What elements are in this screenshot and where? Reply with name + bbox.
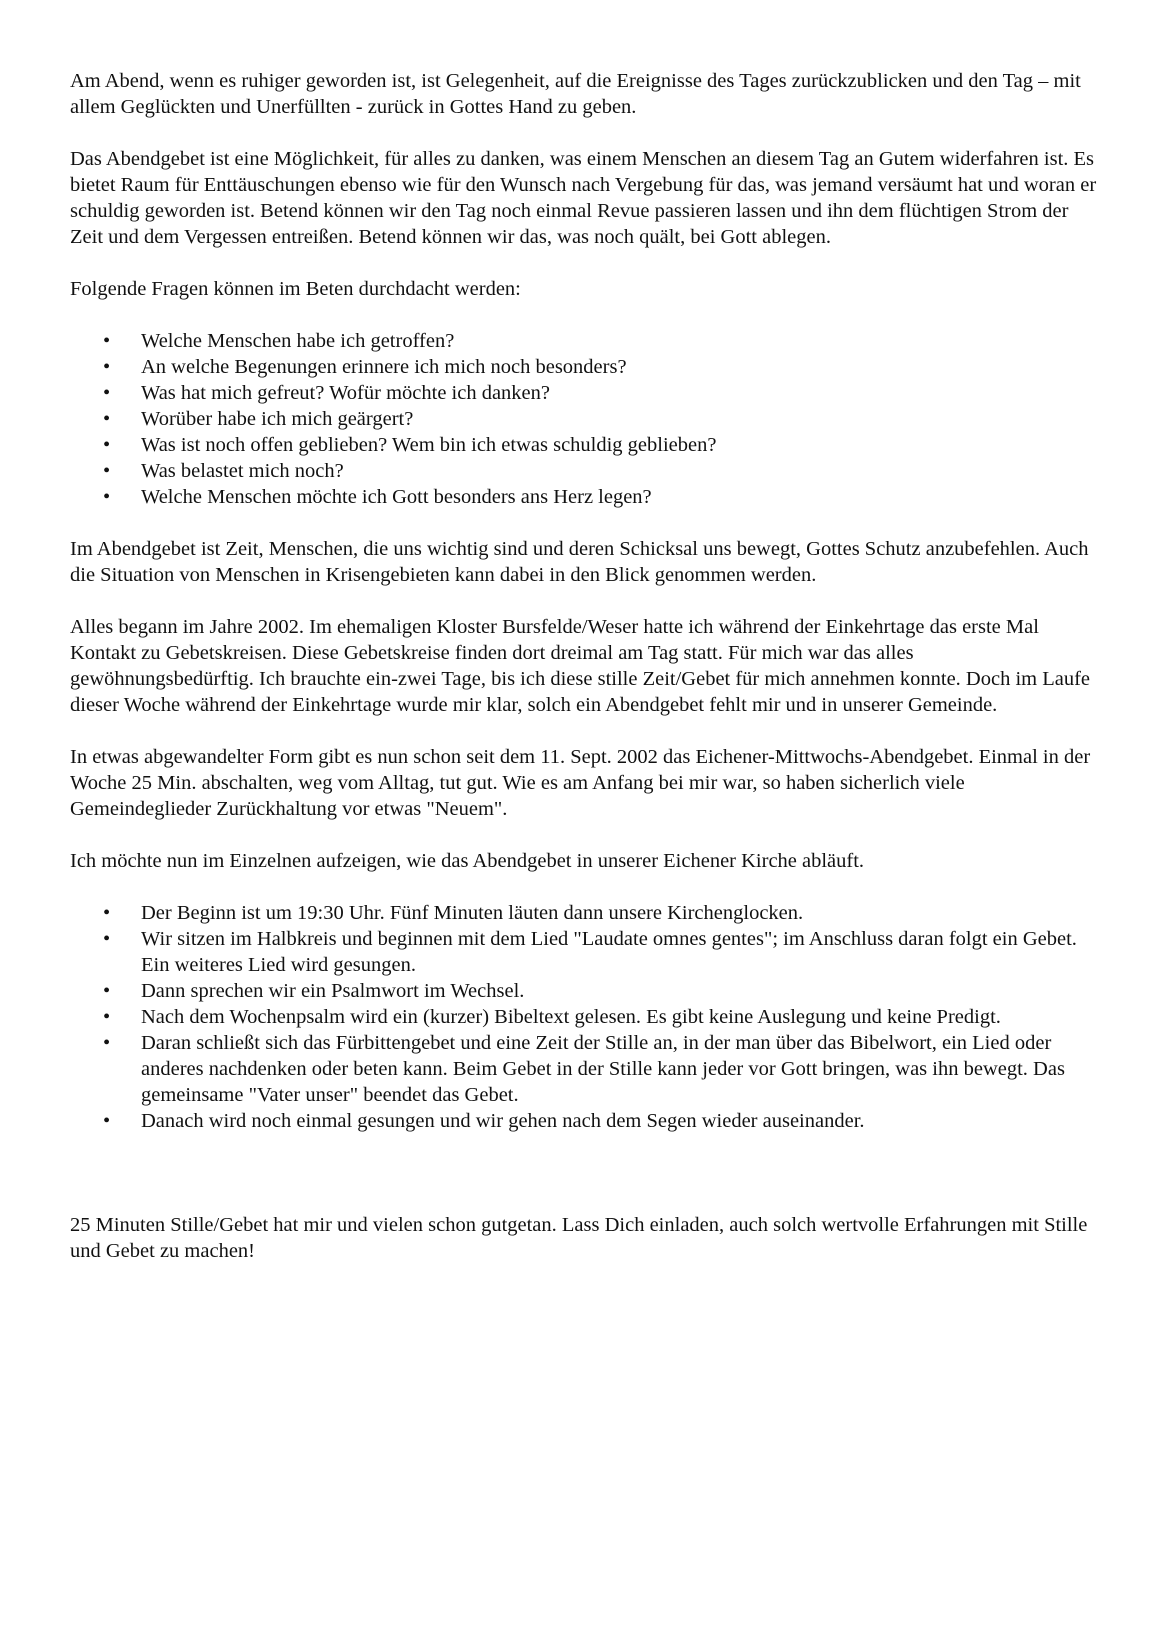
list-item [70, 978, 1100, 1004]
list-item-text: Was hat mich gefreut? Wofür möchte ich danken? [141, 382, 551, 404]
bullet-icon: • [103, 1006, 111, 1028]
steps-list [70, 900, 1100, 1134]
list-item-text: An welche Begenungen erinnere ich mich noch besonders? [141, 356, 627, 378]
questions-list [70, 328, 1100, 510]
bullet-icon: • [103, 408, 111, 430]
spacer [70, 718, 1100, 744]
list-item [70, 1108, 1100, 1134]
paragraph-eichener: In etwas abgewandelter Form gibt es nun schon seit dem 11. Sept. 2002 das Eichener-Mittwochs-Abendgebet. Einmal in der Woche 25 Min. abschalten, weg vom Alltag, tut gut. Wie es am Anfang bei mir war, so haben sicherlich viele Gemeindeglieder Zurückhaltung vor etwas "Neuem". [70, 746, 1091, 820]
list-item [70, 926, 1100, 978]
list-item [70, 432, 1100, 458]
list-item [70, 354, 1100, 380]
bullet-icon: • [103, 330, 111, 352]
list-item-text: Was ist noch offen geblieben? Wem bin ich etwas schuldig geblieben? [141, 434, 717, 456]
spacer [70, 250, 1100, 276]
spacer [70, 1134, 1100, 1212]
list-item-text: Nach dem Wochenpsalm wird ein (kurzer) Bibeltext gelesen. Es gibt keine Auslegung und keine Predigt. [141, 1006, 1001, 1028]
spacer [70, 302, 1100, 328]
bullet-icon: • [103, 1110, 111, 1132]
spacer [70, 874, 1100, 900]
spacer [70, 822, 1100, 848]
spacer [70, 588, 1100, 614]
list-item-text: Daran schließt sich das Fürbittengebet und eine Zeit der Stille an, in der man über das Bibelwort, ein Lied oder anderes nachdenken oder beten kann. Beim Gebet in der Stille kann jeder vor Gott bringen, was ihn bewegt. Das gemeinsame "Vater unser" beendet das Gebet. [141, 1032, 1065, 1106]
document-page [70, 68, 1100, 1264]
list-item [70, 406, 1100, 432]
paragraph-steps-intro: Ich möchte nun im Einzelnen aufzeigen, wie das Abendgebet in unserer Eichener Kirche abläuft. [70, 850, 865, 872]
paragraph-closing: 25 Minuten Stille/Gebet hat mir und vielen schon gutgetan. Lass Dich einladen, auch solch wertvolle Erfahrungen mit Stille und Gebet zu machen! [70, 1214, 1088, 1262]
list-item [70, 458, 1100, 484]
list-item-text: Welche Menschen habe ich getroffen? [141, 330, 455, 352]
bullet-icon: • [103, 902, 111, 924]
list-item-text: Dann sprechen wir ein Psalmwort im Wechsel. [141, 980, 525, 1002]
list-item-text: Danach wird noch einmal gesungen und wir gehen nach dem Segen wieder auseinander. [141, 1110, 865, 1132]
list-item [70, 1030, 1100, 1108]
list-item [70, 900, 1100, 926]
bullet-icon: • [103, 460, 111, 482]
spacer [70, 120, 1100, 146]
list-item [70, 1004, 1100, 1030]
list-item [70, 484, 1100, 510]
paragraph-intercession: Im Abendgebet ist Zeit, Menschen, die uns wichtig sind und deren Schicksal uns bewegt, Gottes Schutz anzubefehlen. Auch die Situation von Menschen in Krisengebieten kann dabei in den Blick genommen werden. [70, 538, 1089, 586]
paragraph-questions-intro: Folgende Fragen können im Beten durchdacht werden: [70, 278, 521, 300]
bullet-icon: • [103, 486, 111, 508]
spacer [70, 510, 1100, 536]
paragraph-intro: Am Abend, wenn es ruhiger geworden ist, ist Gelegenheit, auf die Ereignisse des Tages zurückzublicken und den Tag – mit allem Geglückten und Unerfüllten - zurück in Gottes Hand zu geben. [70, 70, 1081, 118]
list-item-text: Worüber habe ich mich geärgert? [141, 408, 414, 430]
list-item-text: Welche Menschen möchte ich Gott besonders ans Herz legen? [141, 486, 652, 508]
list-item-text: Wir sitzen im Halbkreis und beginnen mit dem Lied "Laudate omnes gentes"; im Anschluss daran folgt ein Gebet. Ein weiteres Lied wird gesungen. [141, 928, 1077, 976]
list-item [70, 380, 1100, 406]
bullet-icon: • [103, 382, 111, 404]
list-item-text: Der Beginn ist um 19:30 Uhr. Fünf Minuten läuten dann unsere Kirchenglocken. [141, 902, 804, 924]
paragraph-abendgebet: Das Abendgebet ist eine Möglichkeit, für alles zu danken, was einem Menschen an diesem Tag an Gutem widerfahren ist. Es bietet Raum für Enttäuschungen ebenso wie für den Wunsch nach Vergebung für das, was jemand versäumt hat und woran er schuldig geworden ist. Betend können wir den Tag noch einmal Revue passieren lassen und ihn dem flüchtigen Strom der Zeit und dem Vergessen entreißen. Betend können wir das, was noch quält, bei Gott ablegen. [70, 148, 1097, 248]
bullet-icon: • [103, 980, 111, 1002]
list-item [70, 328, 1100, 354]
bullet-icon: • [103, 928, 111, 950]
bullet-icon: • [103, 1032, 111, 1054]
bullet-icon: • [103, 356, 111, 378]
paragraph-history: Alles begann im Jahre 2002. Im ehemaligen Kloster Bursfelde/Weser hatte ich während der Einkehrtage das erste Mal Kontakt zu Gebetskreisen. Diese Gebetskreise finden dort dreimal am Tag statt. Für mich war das alles gewöhnungsbedürftig. Ich brauchte ein-zwei Tage, bis ich diese stille Zeit/Gebet für mich annehmen konnte. Doch im Laufe dieser Woche während der Einkehrtage wurde mir klar, solch ein Abendgebet fehlt mir und in unserer Gemeinde. [70, 616, 1091, 716]
bullet-icon: • [103, 434, 111, 456]
list-item-text: Was belastet mich noch? [141, 460, 344, 482]
